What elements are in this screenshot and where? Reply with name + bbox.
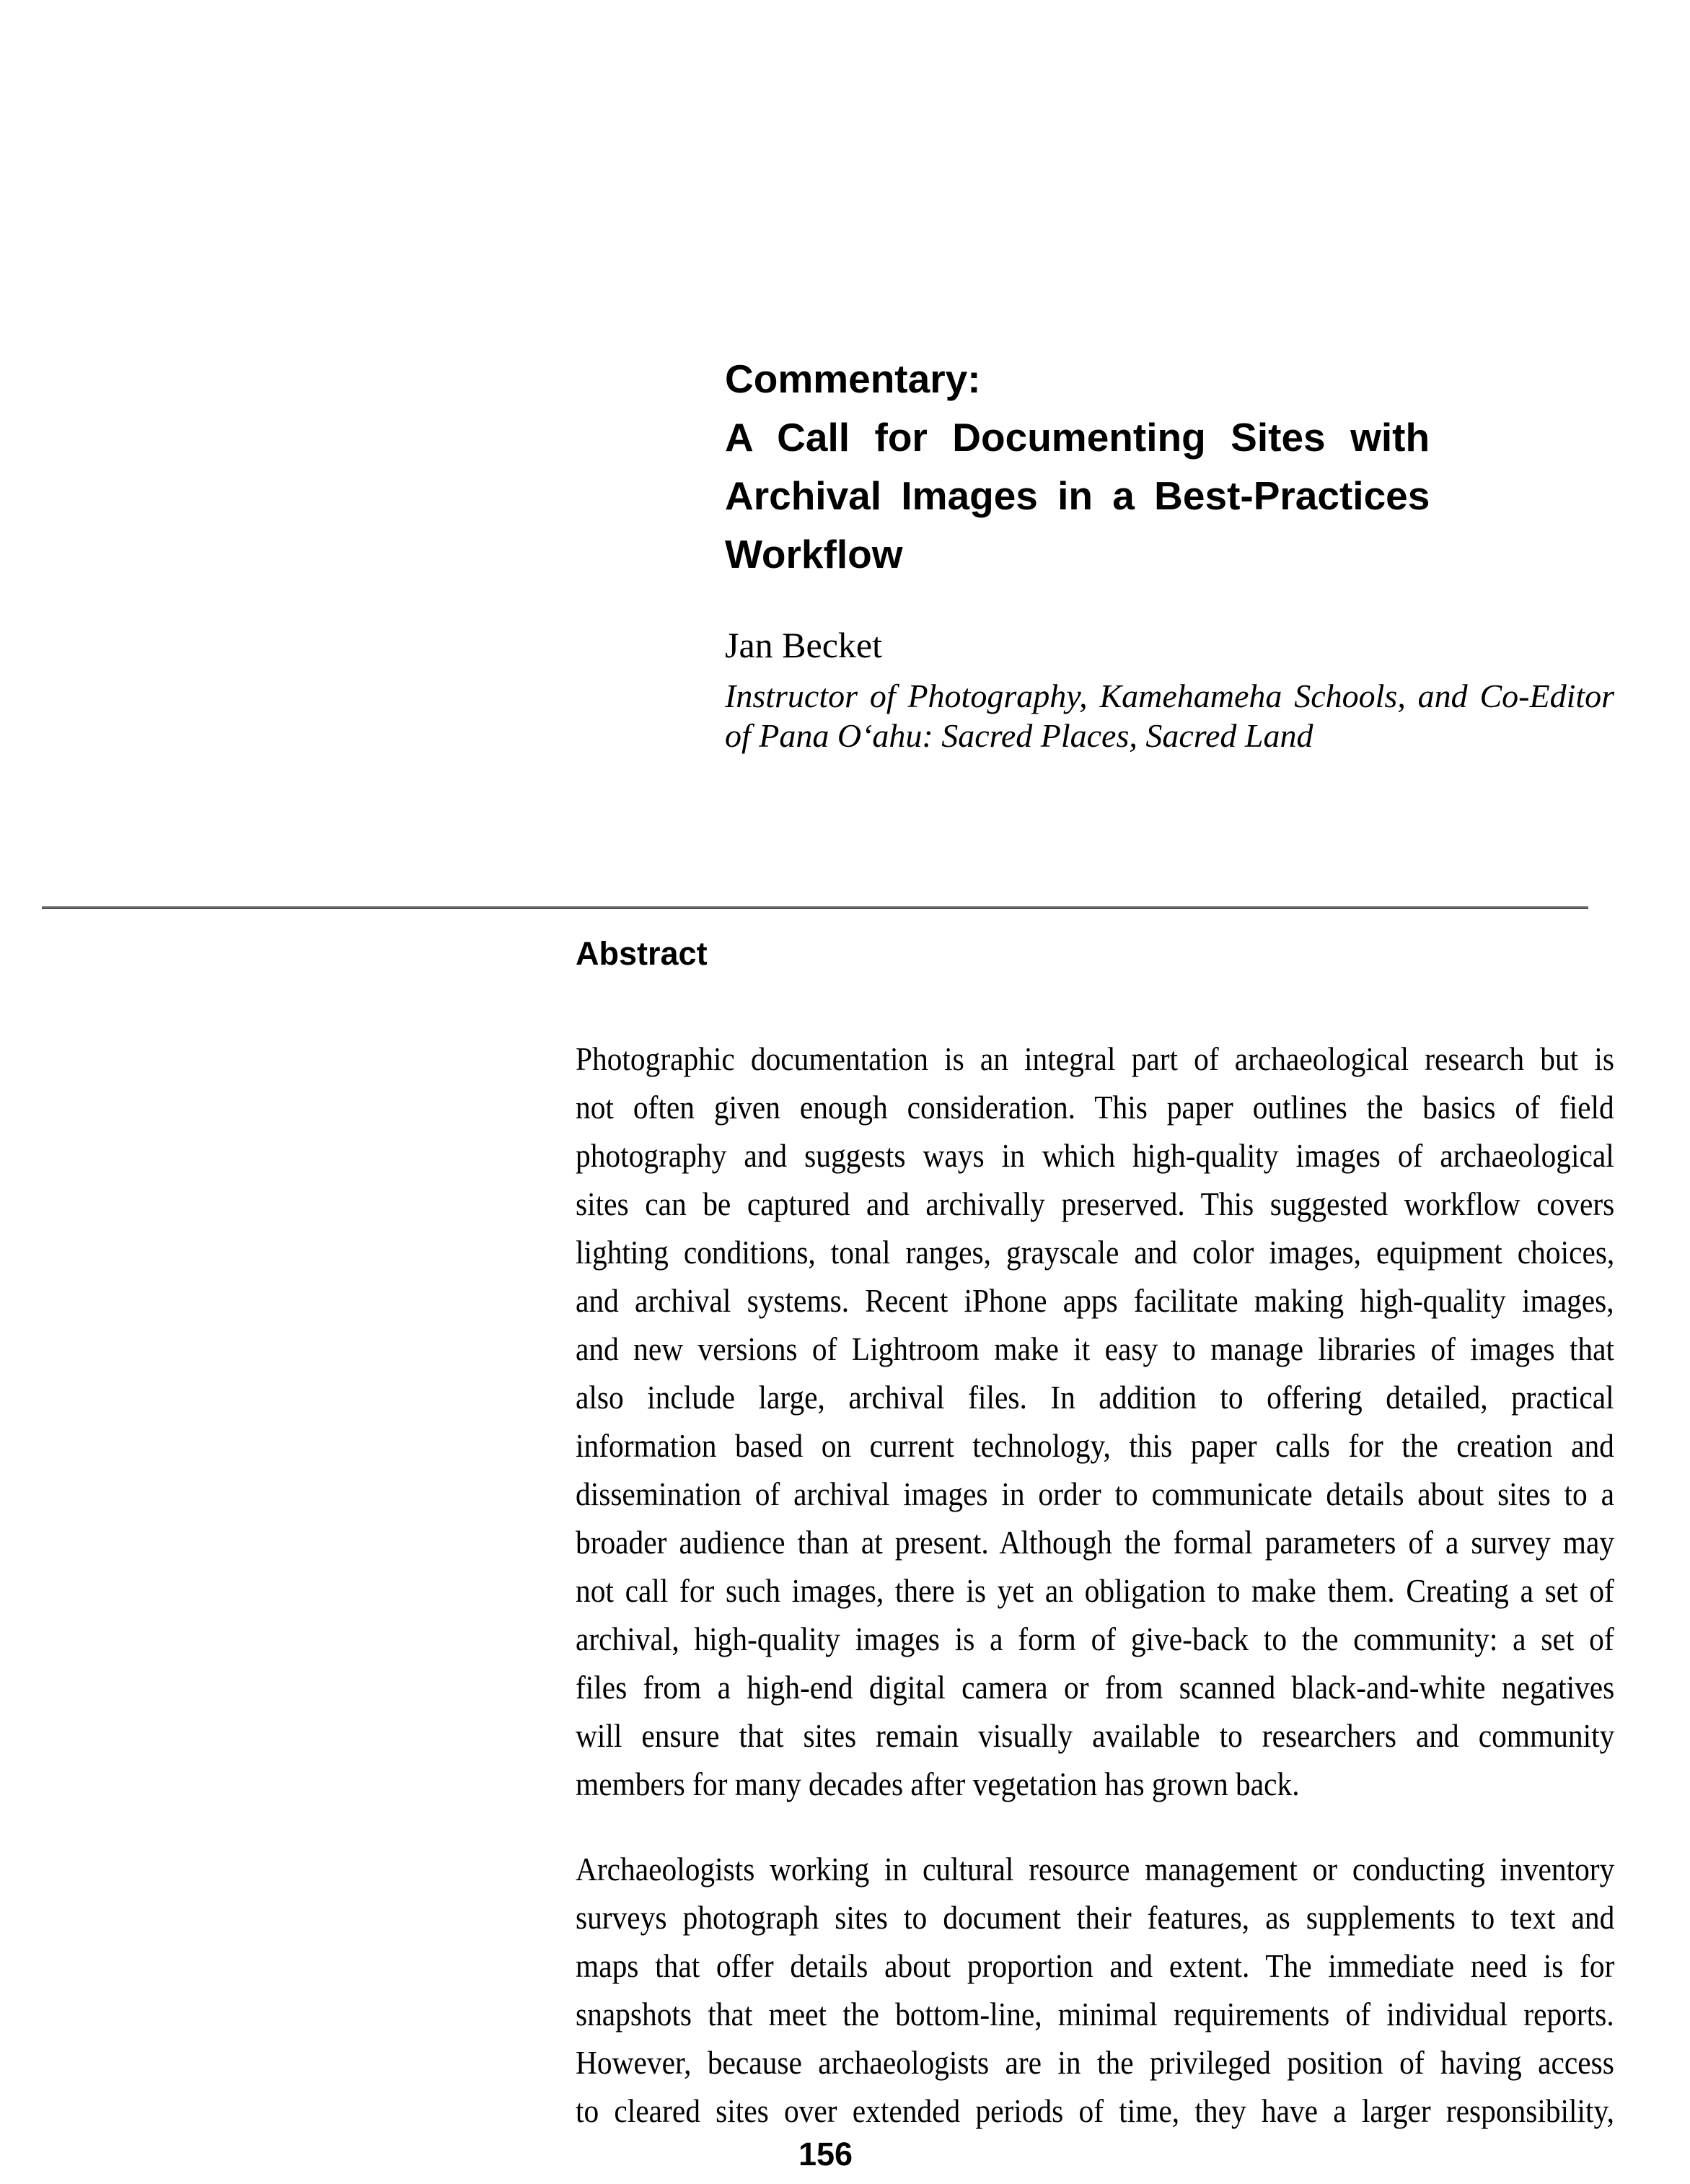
text-line: However, because archaeologists are in the privileged position of having access: [576, 2044, 1614, 2081]
text-line: and archival systems. Recent iPhone apps facilitate making high-quality images,: [576, 1282, 1614, 1319]
text-line: snapshots that meet the bottom-line, minimal requirements of individual reports.: [576, 1996, 1614, 2032]
text-line: archival, high-quality images is a form of give-back to the community: a set of: [576, 1621, 1614, 1657]
text-line: photography and suggests ways in which high-quality images of archaeological: [576, 1137, 1614, 1174]
text-line: maps that offer details about proportion and extent. The immediate need is for: [576, 1947, 1615, 1984]
text-line: broader audience than at present. Although the formal parameters of a survey may: [576, 1524, 1615, 1561]
text-line: not call for such images, there is yet an obligation to make them. Creating a set of: [576, 1572, 1614, 1609]
affiliation-line: of Pana Oʻahu: Sacred Places, Sacred Land: [725, 717, 1313, 754]
abstract-heading: Abstract: [576, 935, 708, 972]
page-number: 156: [798, 2136, 853, 2172]
text-line: sites can be captured and archivally preserved. This suggested workflow covers: [576, 1185, 1615, 1222]
text-line: will ensure that sites remain visually available to researchers and community: [576, 1717, 1615, 1754]
text-line: dissemination of archival images in order to communicate details about sites to a: [576, 1475, 1614, 1512]
author-affiliation: [725, 676, 1614, 755]
horizontal-rule: [42, 906, 1588, 909]
abstract-paragraph: [576, 1035, 1614, 1808]
text-line: Photographic documentation is an integral part of archaeological research but is: [576, 1040, 1614, 1077]
title-line: Commentary:: [725, 356, 981, 401]
author-name: Jan Becket: [725, 625, 882, 665]
paper-title: [725, 350, 1430, 584]
text-line: surveys photograph sites to document their features, as supplements to text and: [576, 1899, 1615, 1936]
text-line: lighting conditions, tonal ranges, grayscale and color images, equipment choices,: [576, 1234, 1615, 1271]
text-line: members for many decades after vegetation has grown back.: [576, 1766, 1300, 1802]
title-line: A Call for Documenting Sites with: [725, 415, 1430, 460]
text-line: not often given enough consideration. This paper outlines the basics of field: [576, 1089, 1614, 1126]
text-line: information based on current technology, this paper calls for the creation and: [576, 1427, 1614, 1464]
text-line: files from a high-end digital camera or from scanned black-and-white negatives: [576, 1669, 1615, 1706]
text-line: and new versions of Lightroom make it easy to manage libraries of images that: [576, 1330, 1614, 1367]
body-paragraph: [576, 1845, 1614, 2135]
text-line: also include large, archival files. In addition to offering detailed, practical: [576, 1379, 1614, 1416]
title-line: Workflow: [725, 532, 903, 576]
affiliation-line: Instructor of Photography, Kamehameha Schools, and Co-Editor: [725, 677, 1615, 714]
title-line: Archival Images in a Best-Practices: [725, 473, 1430, 518]
text-line: Archaeologists working in cultural resource management or conducting inventory: [576, 1851, 1615, 1887]
text-line: to cleared sites over extended periods of time, they have a larger responsibility,: [576, 2092, 1614, 2129]
